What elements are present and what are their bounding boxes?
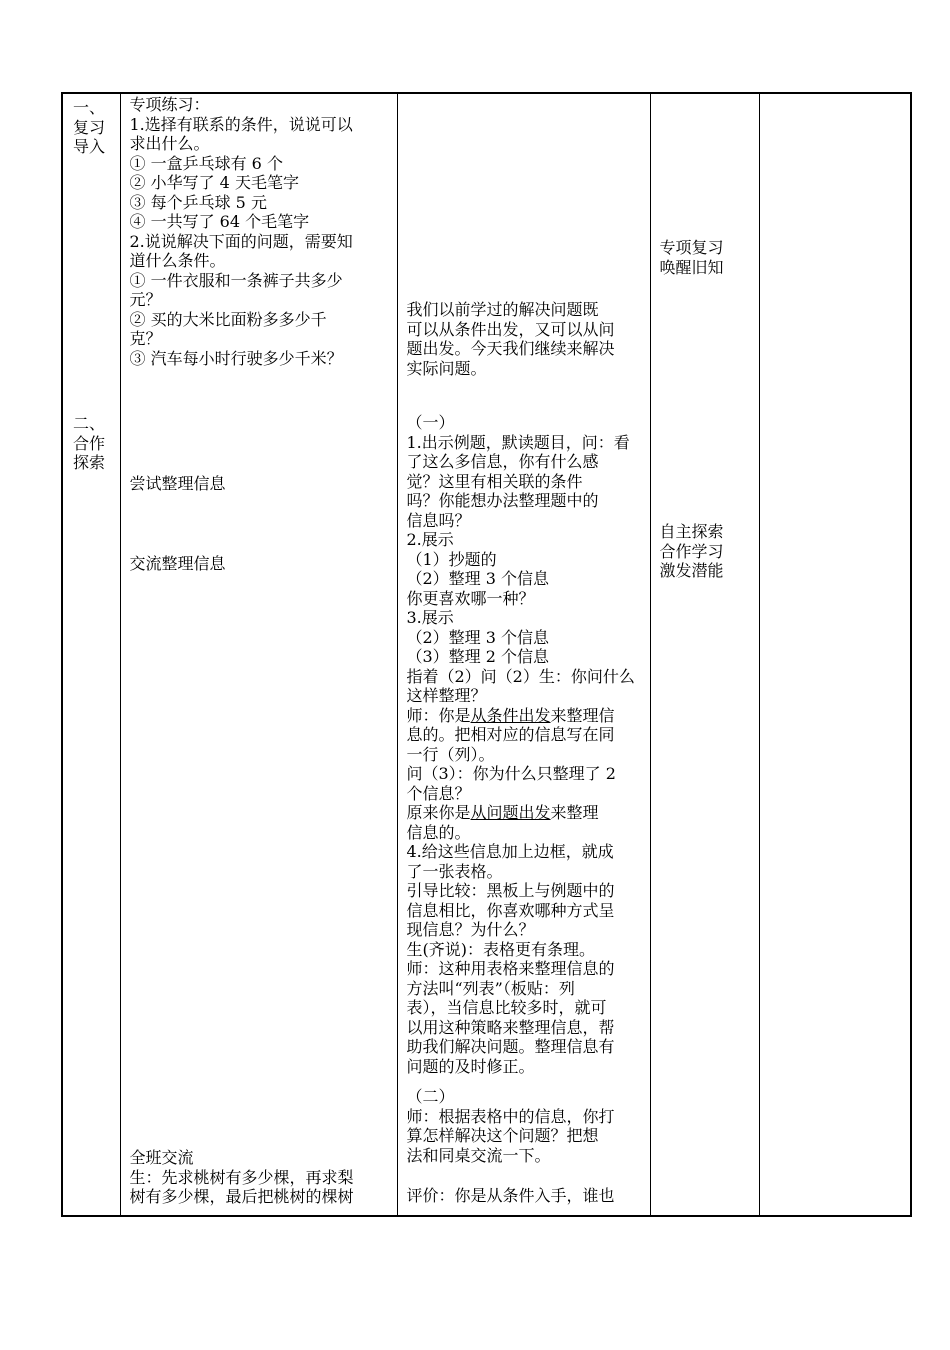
practice-title: 专项练习： [129, 95, 210, 114]
part-two-block: （二） 师：根据表格中的信息，你打 算怎样解决这个问题？把想 法和同桌交流一下。 [407, 1087, 644, 1165]
class-exchange-block: 全班交流 生：先求桃树有多少棵，再求梨 树有多少棵，最后把桃树的棵树 [129, 1148, 354, 1206]
notes-cell [759, 93, 911, 1216]
section-label-cell [62, 93, 120, 1216]
part-one-label: （一） [406, 413, 455, 432]
table-row [62, 93, 911, 1216]
evaluation-line: 评价：你是从条件入手，谁也 [406, 1186, 615, 1205]
part-two-label: （二） [406, 1087, 455, 1106]
list-item: ④ 一共写了 64 个毛笔字 [129, 212, 310, 231]
underlined-phrase: 从条件出发 [470, 705, 551, 725]
intro-block: 我们以前学过的解决问题既 可以从条件出发，又可以从问 题出发。今天我们继续来解决 实际问题。 [406, 300, 615, 378]
list-item: ② 小华写了 4 天毛笔字 [129, 173, 299, 192]
design-intent-cell [650, 93, 759, 1216]
practice-block: 专项练习： 1.选择有联系的条件，说说可以 求出什么。 ① 一盒乒乓球有 6 个 ② 小华写了 4 天毛笔字 ③ 每个乒乓球 5 元 ④ 一共写了 64 个毛笔字 2.说说解决下面的问题，需要知 道什么条件。 ① 一件衣服和一条裤子共多少 元？ ② 买的大米比面粉多多少千 克？ ③ 汽车每小时行驶多少千米？ [130, 95, 391, 368]
origin-line: 原来你是从问题出发来整理 [406, 803, 599, 822]
teacher-activity-cell [397, 93, 650, 1216]
explore-intent: 自主探索 合作学习 激发潜能 [659, 522, 724, 580]
list-item: ② 买的大米比面粉多多少千 [129, 309, 327, 329]
try-organize-text: 尝试整理信息 [129, 474, 226, 493]
list-item: ③ 每个乒乓球 5 元 [129, 192, 267, 212]
teacher-says-line: 师：你是从条件出发来整理信 [406, 705, 615, 725]
student-activity-cell [120, 93, 397, 1216]
review-intent: 专项复习 唤醒旧知 [659, 238, 724, 277]
exchange-organize-text: 交流整理信息 [129, 554, 226, 573]
section-explore-label: 二、 合作 探索 [73, 414, 106, 472]
list-item: ① 一盒乒乓球有 6 个 [129, 153, 283, 173]
list-item: ③ 汽车每小时行驶多少千米？ [129, 348, 343, 368]
lesson-plan-table [61, 92, 912, 1217]
list-item: ① 一件衣服和一条裤子共多少 [129, 270, 343, 290]
part-one-block: （一） 1.出示例题，默读题目，问：看 了这么多信息，你有什么感 觉？这里有相关联的条件 吗？你能想办法整理题中的 信息吗？ 2.展示 （1）抄题的 （2）整理 3 个信息 你更喜欢哪一种？ 3.展示 （2）整理 3 个信息 （3）整理 2 个信息 指着（2）问（2）生：你问什么 这样整理？ 师：你是从条件出发来整理信 息的。把相对应的信息写在同 一行（列）。 问（3）：你为什么只整理了 2 个信息？ 原来你是从问题出发来整理 信息的。 4.给这些信息加上边框，就成 了一张表格。 引导比较：黑板上与例题中的 信息相比，你喜欢哪种方式呈 现信息？为什么？ 生(齐说)：表格更有条理。 师：这种用表格来整理信息的 方法叫“列表”（板贴：列 表），当信息比较多时，就可 以用这种策略来整理信息，帮 助我们解决问题。整理信息有 问题的及时修正。 [407, 413, 644, 1076]
section-review-label: 一、 复习 导入 [73, 98, 106, 156]
underlined-phrase: 从问题出发 [470, 803, 551, 822]
